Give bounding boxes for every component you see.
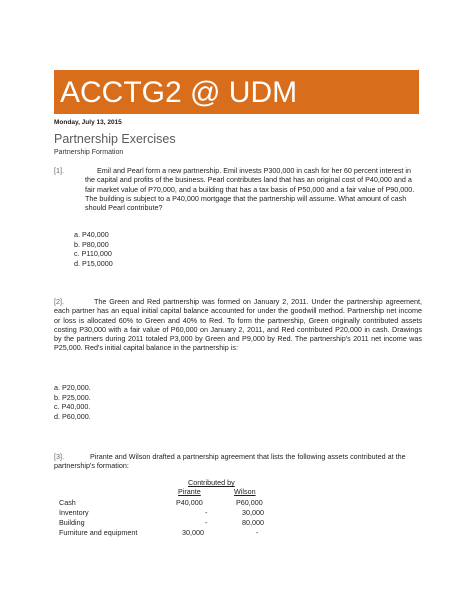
blog-title[interactable]: ACCTG2 @ UDM [60,76,298,109]
column-header-pirante: Pirante [178,487,201,496]
row-label: Building [59,518,85,527]
row-label: Inventory [59,508,89,517]
post-subtitle: Partnership Formation [54,149,124,156]
question-text-2-body: The Green and Red partnership was formed on January 2, 2011. Under the partnership agreement, each partner has an equal initial capital balance accounted for under the goodwill method. Partnership net income or loss is allocated 60% to Green and 40% to Red. To form the partnership, Green originally contributed assets costing P30,000 with a fair value of P60,000 on January 2, 2011, and Red contributed P20,000 in cash. Drawings by the partners during 2011 totaled P3,000 by Green and P9,000 by Red. The partnership's 2011 net income was P25,000. Red's initial capital balance in the partnership is: [54,297,422,353]
question-number-2[interactable]: [2]. [54,297,64,306]
post-date: Monday, July 13, 2015 [54,119,122,126]
option-2c: c. P40,000. [54,402,91,411]
option-2d: d. P60,000. [54,411,91,421]
cell-pirante: P40,000 [176,498,203,507]
row-label: Cash [59,498,76,507]
cell-wilson: P60,000 [236,498,263,507]
post-title[interactable]: Partnership Exercises [54,132,176,146]
cell-wilson: 80,000 [242,518,264,527]
table-header: Contributed by [188,478,235,487]
cell-pirante: - [205,508,208,517]
column-header-wilson: Wilson [234,487,256,496]
cell-wilson: - [256,528,259,537]
option-1a: a. P40,000 [74,230,109,239]
cell-wilson: 30,000 [242,508,264,517]
option-1c: c. P110,000 [74,249,112,258]
question-number-3[interactable]: [3]. [54,452,64,461]
question-number-1[interactable]: [1]. [54,166,64,175]
row-label: Furniture and equipment [59,528,138,537]
question-text-1-body: Emil and Pearl form a new partnership. Emil invests P300,000 in cash for her 60 percent interest in the capital and profits of the business. Pearl contributes land that has an original cost of P40,000 and a fair market value of P70,000, and a building that has a tax basis of P50,000 and a fair value of P90,000. The building is subject to a P40,000 mortgage that the partnership will assume. What amount of cash should Pearl contribute? [85,166,415,213]
option-1b: b. P80,000 [74,239,109,249]
question-text-3-body: Pirante and Wilson drafted a partnership agreement that lists the following assets contributed at the partnership's formation: [54,452,406,471]
cell-pirante: - [205,518,208,527]
option-2a: a. P20,000. [54,383,91,392]
cell-pirante: 30,000 [182,528,204,537]
option-2b: b. P25,000. [54,392,91,402]
option-1d: d. P15,0000 [74,258,113,268]
